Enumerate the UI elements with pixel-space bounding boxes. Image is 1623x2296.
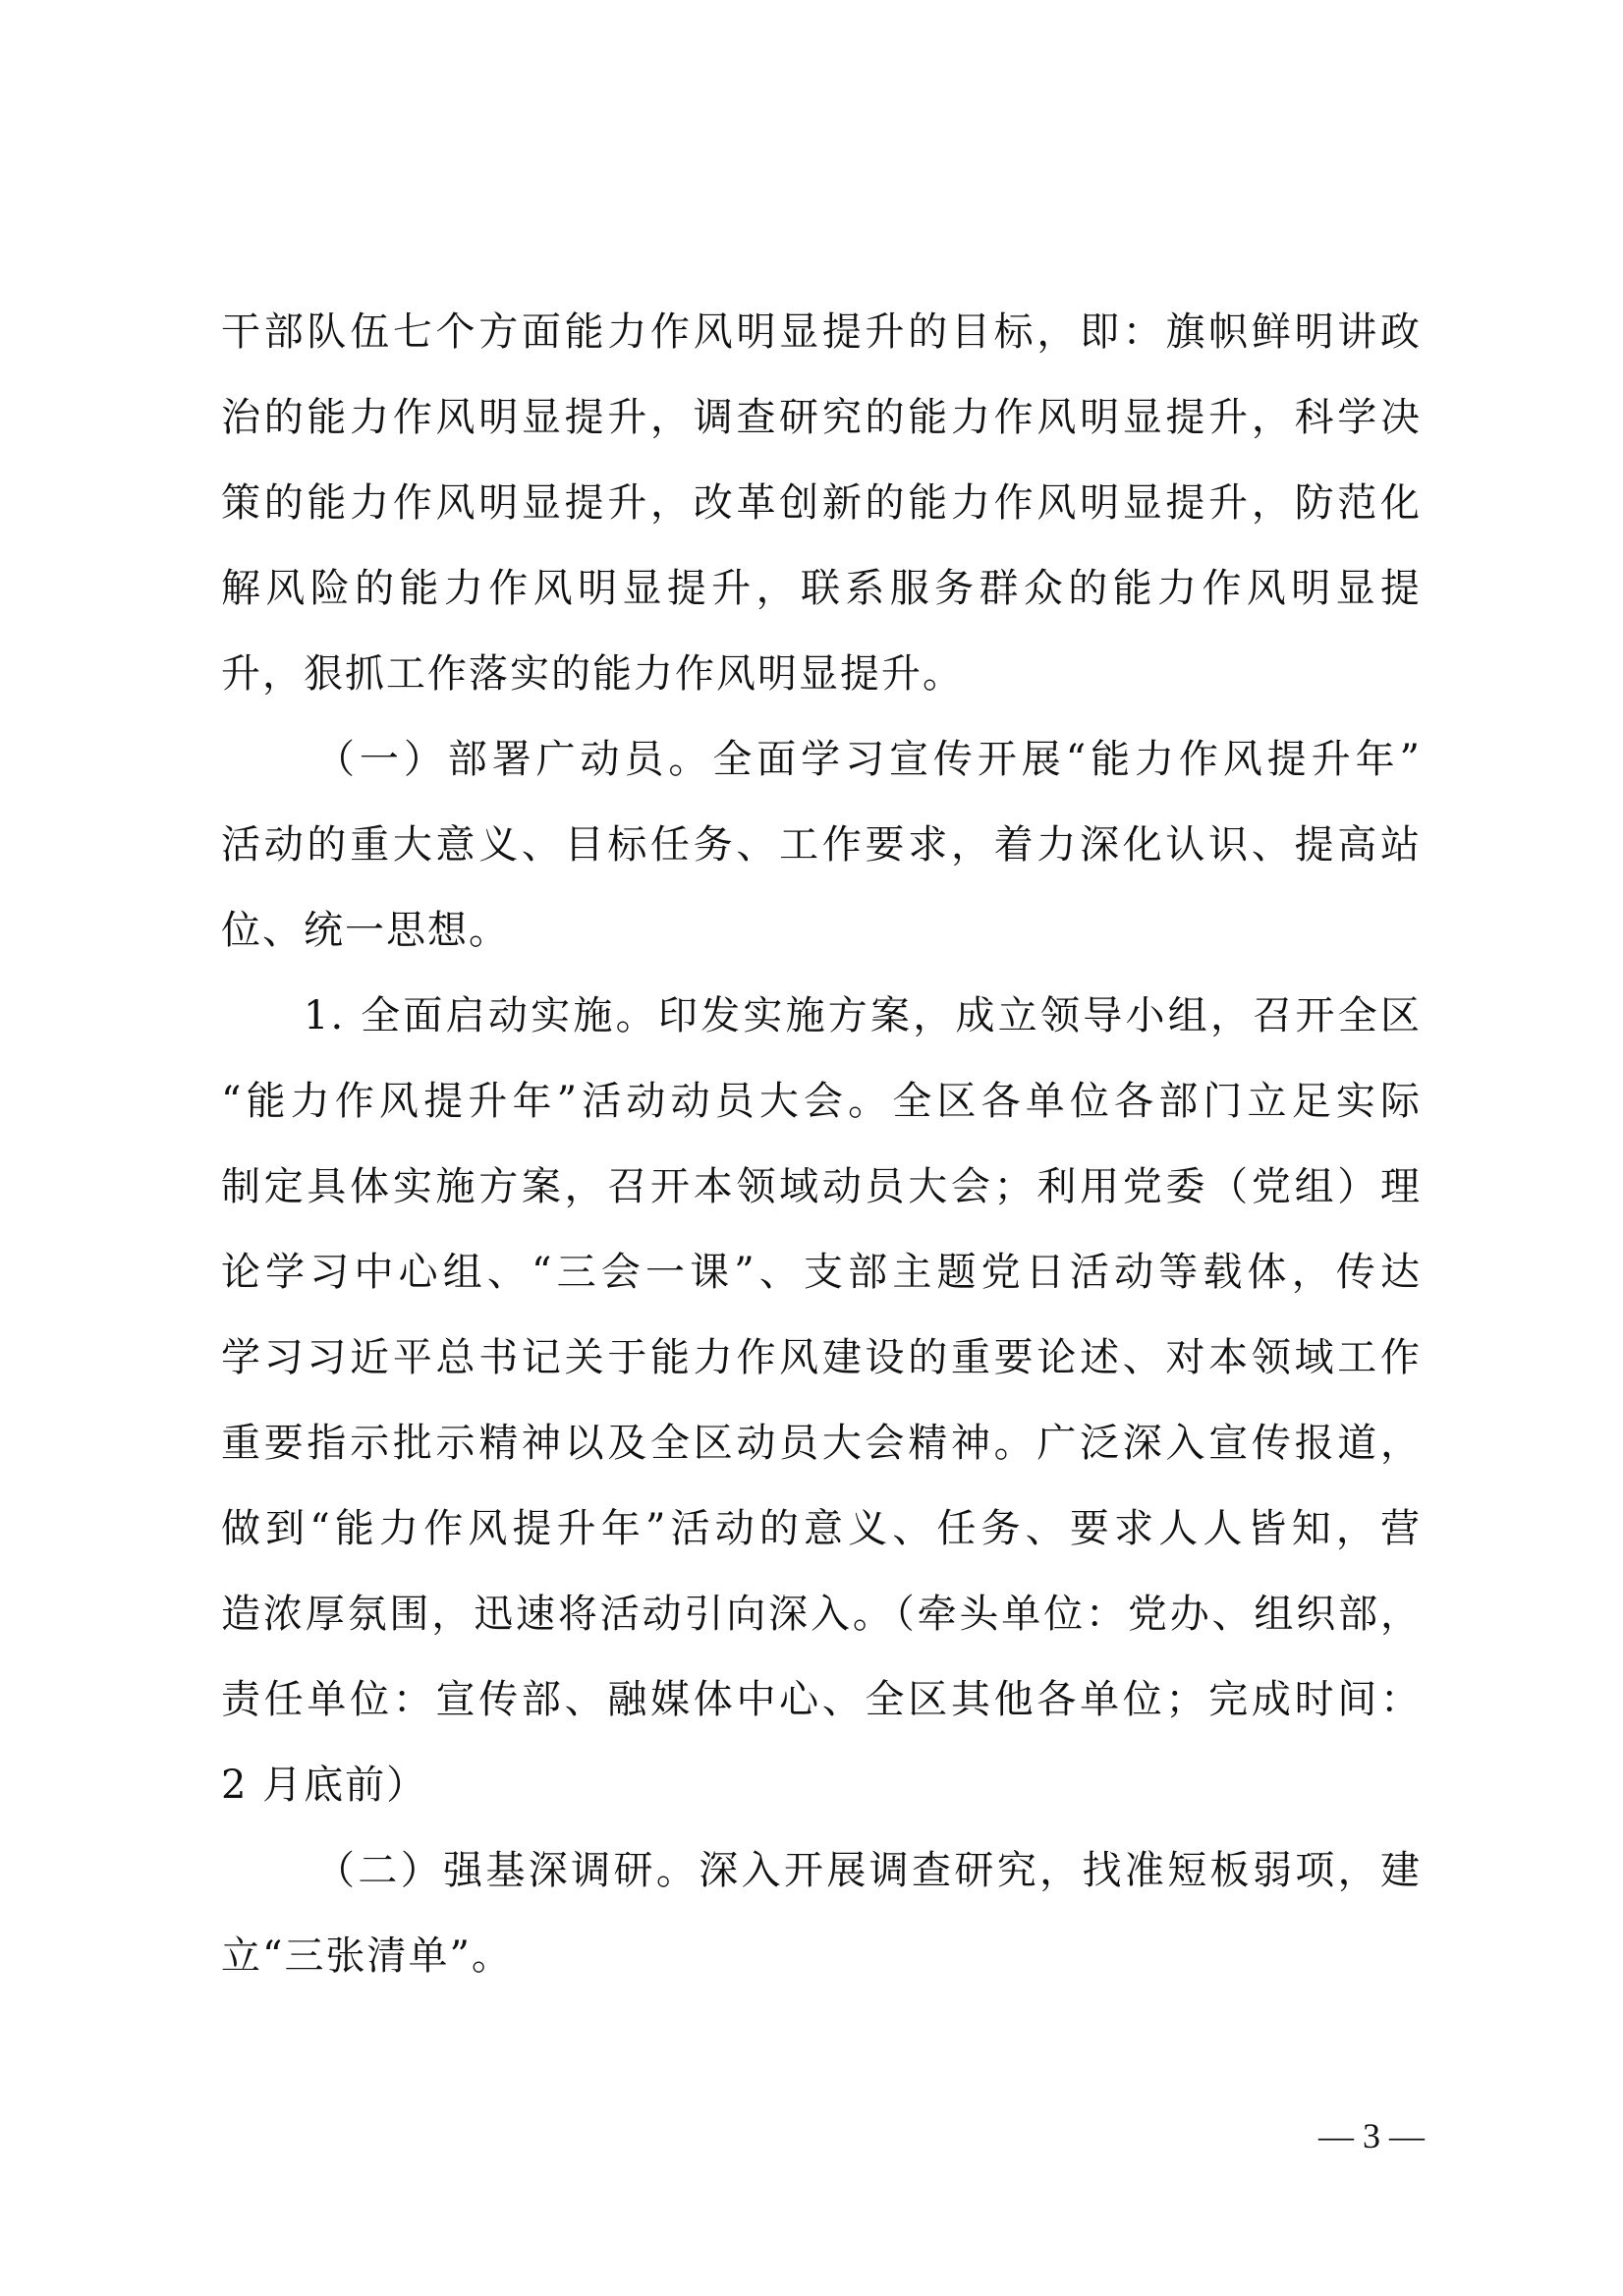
section-heading-1: （一）部署广动员。全面学习宣传开展“能力作风提升年” (315, 737, 1422, 782)
text-line-10: “能力作风提升年”活动动员大会。全区各单位各部门立足实际 (221, 1079, 1422, 1124)
text-line-4: 解风险的能力作风明显提升，联系服务群众的能力作风明显提 (221, 566, 1422, 611)
document-body (221, 290, 1422, 1999)
text-line-8: 位、统一思想。 (221, 908, 510, 953)
text-line-2: 治的能力作风明显提升，调查研究的能力作风明显提升，科学决 (221, 395, 1422, 440)
text-line-12: 论学习中心组、“三会一课”、支部主题党日活动等载体，传达 (221, 1250, 1422, 1295)
text-line-17: 责任单位：宣传部、融媒体中心、全区其他各单位；完成时间： (221, 1677, 1422, 1722)
section-heading-2: （二）强基深调研。深入开展调查研究，找准短板弱项，建 (315, 1848, 1422, 1893)
text-line-5: 升，狠抓工作落实的能力作风明显提升。 (221, 651, 964, 697)
text-line-1: 干部队伍七个方面能力作风明显提升的目标，即：旗帜鲜明讲政 (221, 309, 1422, 355)
page-number: — 3 — (1318, 2116, 1425, 2156)
text-line-16: 造浓厚氛围，迅速将活动引向深入。（牵头单位：党办、组织部， (221, 1592, 1422, 1637)
text-line-18: 2 月底前） (221, 1763, 428, 1808)
text-line-14: 重要指示批示精神以及全区动员大会精神。广泛深入宣传报道， (221, 1421, 1422, 1466)
text-line-13: 学习习近平总书记关于能力作风建设的重要论述、对本领域工作 (221, 1335, 1422, 1380)
text-line-20: 立“三张清单”。 (221, 1933, 513, 1979)
item-heading-1: 1. 全面启动实施。印发实施方案，成立领导小组，召开全区 (304, 993, 1422, 1038)
text-line-3: 策的能力作风明显提升，改革创新的能力作风明显提升，防范化 (221, 480, 1422, 526)
text-line-11: 制定具体实施方案，召开本领域动员大会；利用党委（党组）理 (221, 1164, 1422, 1209)
text-line-15: 做到“能力作风提升年”活动的意义、任务、要求人人皆知，营 (221, 1506, 1422, 1551)
text-line-7: 活动的重大意义、目标任务、工作要求，着力深化认识、提高站 (221, 822, 1422, 868)
